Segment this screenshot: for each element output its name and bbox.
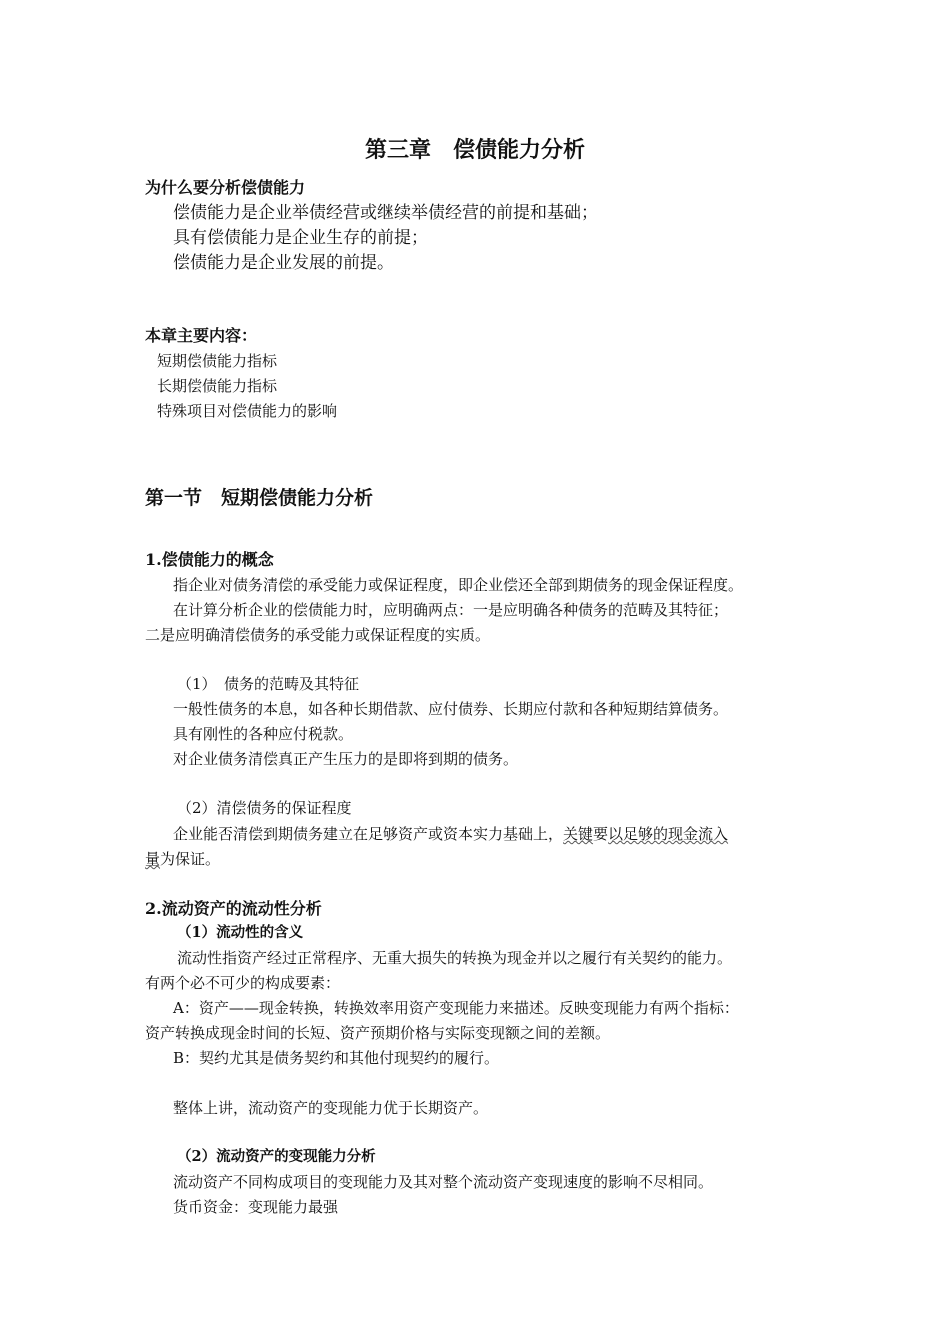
liquidity-meaning-heading: （1）流动性的含义 <box>177 924 304 941</box>
contents-item-1: 短期偿债能力指标 <box>157 352 278 370</box>
debt-scope-heading: （1） 债务的范畴及其特征 <box>177 675 360 693</box>
element-a-line-1: A：资产——现金转换，转换效率用资产变现能力来描述。反映变现能力有两个指标： <box>173 999 739 1017</box>
debt-scope-line-1: 一般性债务的本息，如各种长期借款、应付债券、长期应付款和各种短期结算债务。 <box>173 700 729 718</box>
why-line-2: 具有偿债能力是企业生存的前提； <box>173 228 428 248</box>
guarantee-text-cashflow: 以足够的现金流入 <box>608 825 729 843</box>
element-a-line-2: 资产转换成现金时间的长短、资产预期价格与实际变现额之间的差额。 <box>145 1024 611 1042</box>
debt-scope-line-2: 具有刚性的各种应付税款。 <box>173 725 354 743</box>
overall-statement: 整体上讲，流动资产的变现能力优于长期资产。 <box>173 1099 489 1117</box>
guarantee-text-must: 要 <box>593 825 609 843</box>
guarantee-text-a: 企业能否清偿到期债务建立在足够资产或资本实力基础上， <box>173 825 564 843</box>
contents-item-3: 特殊项目对偿债能力的影响 <box>157 402 338 420</box>
guarantee-line-2 <box>145 849 220 869</box>
liquidity-paragraph-line-2: 有两个必不可少的构成要素： <box>145 974 341 992</box>
chapter-title: 第三章 偿债能力分析 <box>364 137 585 163</box>
element-b-line: B：契约尤其是债务契约和其他付现契约的履行。 <box>173 1049 500 1067</box>
liquidation-ability-paragraph: 流动资产不同构成项目的变现能力及其对整个流动资产变现速度的影响不尽相同。 <box>173 1173 714 1191</box>
contents-item-2: 长期偿债能力指标 <box>157 377 278 395</box>
why-heading: 为什么要分析偿债能力 <box>145 178 306 197</box>
liquidity-paragraph-line-1: 流动性指资产经过正常程序、无重大损失的转换为现金并以之履行有关契约的能力。 <box>177 949 733 967</box>
concept-paragraph-2-line-1: 在计算分析企业的偿债能力时，应明确两点：一是应明确各种债务的范畴及其特征； <box>173 601 729 619</box>
concept-heading: 1.偿债能力的概念 <box>145 550 274 569</box>
concept-paragraph-1: 指企业对债务清偿的承受能力或保证程度，即企业偿还全部到期债务的现金保证程度。 <box>173 576 744 594</box>
guarantee-text-key: 关键 <box>563 825 594 843</box>
debt-scope-line-3: 对企业债务清偿真正产生压力的是即将到期的债务。 <box>173 750 519 768</box>
guarantee-text-amount: 量 <box>145 850 161 868</box>
concept-paragraph-2-line-2: 二是应明确清偿债务的承受能力或保证程度的实质。 <box>145 626 491 644</box>
guarantee-line-1 <box>173 824 728 844</box>
section-title: 第一节 短期偿债能力分析 <box>145 487 374 509</box>
cash-funds-line: 货币资金：变现能力最强 <box>173 1198 339 1216</box>
contents-heading: 本章主要内容： <box>145 326 258 345</box>
guarantee-heading: （2）清偿债务的保证程度 <box>177 799 352 817</box>
why-line-3: 偿债能力是企业发展的前提。 <box>173 253 394 273</box>
guarantee-text-end: 为保证。 <box>160 850 221 868</box>
why-line-1: 偿债能力是企业举债经营或继续举债经营的前提和基础； <box>173 203 598 223</box>
liquidity-heading: 2.流动资产的流动性分析 <box>145 899 322 918</box>
liquidation-ability-heading: （2）流动资产的变现能力分析 <box>177 1148 376 1165</box>
